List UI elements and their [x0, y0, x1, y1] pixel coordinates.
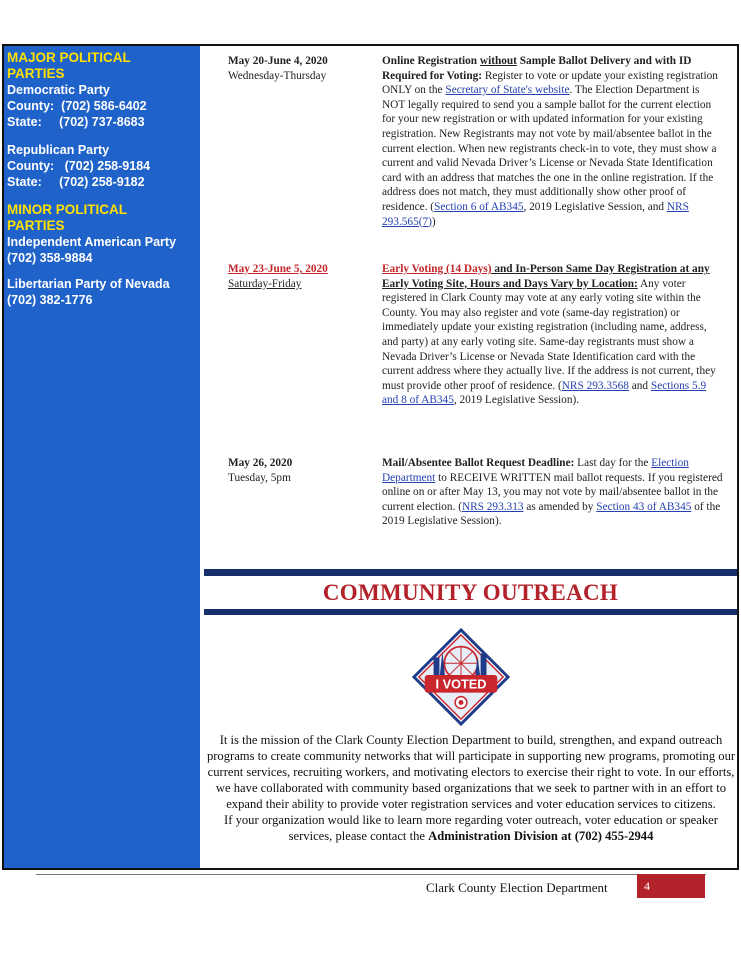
minor-header-line2: PARTIES: [7, 218, 65, 233]
minor-header-line1: MINOR POLITICAL: [7, 202, 127, 217]
mail-date: May 26, 2020: [228, 457, 293, 469]
outreach-bottom-bar: [204, 609, 737, 615]
page-number-badge: 4: [637, 874, 705, 898]
online-text2: . The Election Department is NOT legally required to send you a sample ballot for the current election for your new registration or with updated information for your existing registration. New Registrants may not vote by mail/absentee ballot in the current election. When new registrants check-in to vote, they must show a current and valid Nevada Driver’s License or Nevada State Identification card with an address that matches the one in the online registration. If the address does not match, they must additionally show other proof of residence. (: [382, 84, 717, 213]
major-header-line2: PARTIES: [7, 66, 65, 81]
mail-text2: to RECEIVE WRITTEN mail ballot requests. If you registered online on or after May 13, you may not vote by mail/absentee ballot in the current election. (: [382, 471, 723, 513]
administration-division-contact: Administration Division at (702) 455-2944: [428, 829, 654, 843]
online-title-a: Online Registration: [382, 55, 480, 67]
early-date: May 23-June 5, 2020: [228, 263, 328, 275]
online-title-b: Sample Ballot Delivery and with ID Required for Voting:: [382, 55, 692, 82]
independent-american-phone: (702) 358-9884: [7, 251, 93, 265]
mail-description: [382, 456, 724, 529]
mission-statement: It is the mission of the Clark County Election Department to build, strengthen, and expand outreach programs to create community networks that will participate in supporting new programs, promoting our current services, recruiting workers, and motivating electors to exercise their right to vote. In our efforts, we have collaborated with community based organizations that we seek to partner with in an effort to expand their ability to provide voter registration services and voter education services to citizens.: [206, 733, 736, 811]
online-text4: ): [431, 215, 436, 228]
libertarian-party-name: Libertarian Party of Nevada: [7, 277, 170, 291]
online-text1: Register to vote or update your existing registration ONLY on the: [382, 69, 718, 97]
i-voted-logo: [412, 628, 510, 726]
outreach-mission-text: [205, 732, 737, 844]
independent-american-party-name: Independent American Party: [7, 235, 177, 249]
mail-date-cell: [228, 456, 368, 485]
early-days: Saturday-Friday: [228, 277, 302, 290]
election-department-link[interactable]: Election Department: [382, 457, 689, 484]
republican-party-name: Republican Party: [7, 143, 110, 157]
early-date-cell: [228, 262, 368, 291]
republican-state-phone: State: (702) 258-9182: [7, 175, 145, 189]
online-date: May 20-June 4, 2020: [228, 55, 328, 67]
democratic-state-phone: State: (702) 737-8683: [7, 115, 145, 129]
online-text3: , 2019 Legislative Session, and: [523, 200, 667, 213]
early-text1: Any voter registered in Clark County may vote at any early voting site within the County. You may also register and vote (same-day registration) or immediately update your existing registration (including name, address, and party) at any early voting site. Same-day registrants must show a Nevada Driver’s License or Nevada State Identification card with the current address where they actually live. If the address is not current, they must provide other proof of residence. (: [382, 277, 716, 392]
footer-rule: [36, 874, 706, 875]
i-voted-logo-text: I VOTED: [435, 676, 487, 692]
online-date-cell: [228, 54, 368, 83]
contact-text: If your organization would like to learn more regarding voter outreach, voter education or speaker services, please contact the: [224, 813, 718, 843]
early-title-rest: and In-Person Same Day Registration at any Early Voting Site, Hours and Days Vary by Location:: [382, 263, 710, 290]
mail-text4: of the 2019 Legislative Session).: [382, 500, 721, 528]
early-title-red: Early Voting (14 Days): [382, 263, 492, 275]
online-days: Wednesday-Thursday: [228, 69, 327, 82]
republican-county-phone: County: (702) 258-9184: [7, 159, 151, 173]
nrs-293-313-link[interactable]: NRS 293.313: [461, 500, 524, 513]
ab345-section43-link[interactable]: Section 43 of AB345: [596, 500, 692, 513]
early-text3: , 2019 Legislative Session).: [453, 394, 580, 407]
sos-website-link[interactable]: Secretary of State's website: [445, 84, 570, 97]
ab345-section6-link[interactable]: Section 6 of AB345: [434, 200, 524, 213]
mail-text1: Last day for the: [574, 457, 652, 469]
nrs-293-3568-link[interactable]: NRS 293.3568: [561, 379, 629, 392]
early-text2: and: [628, 379, 651, 392]
outreach-top-bar: [204, 569, 737, 576]
mail-title: Mail/Absentee Ballot Request Deadline:: [382, 457, 575, 469]
libertarian-phone: (702) 382-1776: [7, 293, 93, 307]
nrs-293-565-link[interactable]: NRS 293.565(7): [382, 200, 689, 228]
democratic-party-name: Democratic Party: [7, 83, 110, 97]
footer-department: Clark County Election Department: [426, 880, 608, 895]
online-title-underlined: without: [479, 55, 517, 67]
early-description: [382, 262, 724, 408]
major-header-line1: MAJOR POLITICAL: [7, 50, 131, 65]
democratic-county-phone: County: (702) 586-6402: [7, 99, 147, 113]
mail-days: Tuesday, 5pm: [228, 471, 291, 484]
ab345-sections-link[interactable]: Sections 5.9 and 8 of AB345: [382, 379, 707, 407]
community-outreach-title: COMMUNITY OUTREACH: [322, 580, 619, 605]
mail-text3: as amended by: [523, 500, 597, 513]
online-description: [382, 54, 724, 229]
